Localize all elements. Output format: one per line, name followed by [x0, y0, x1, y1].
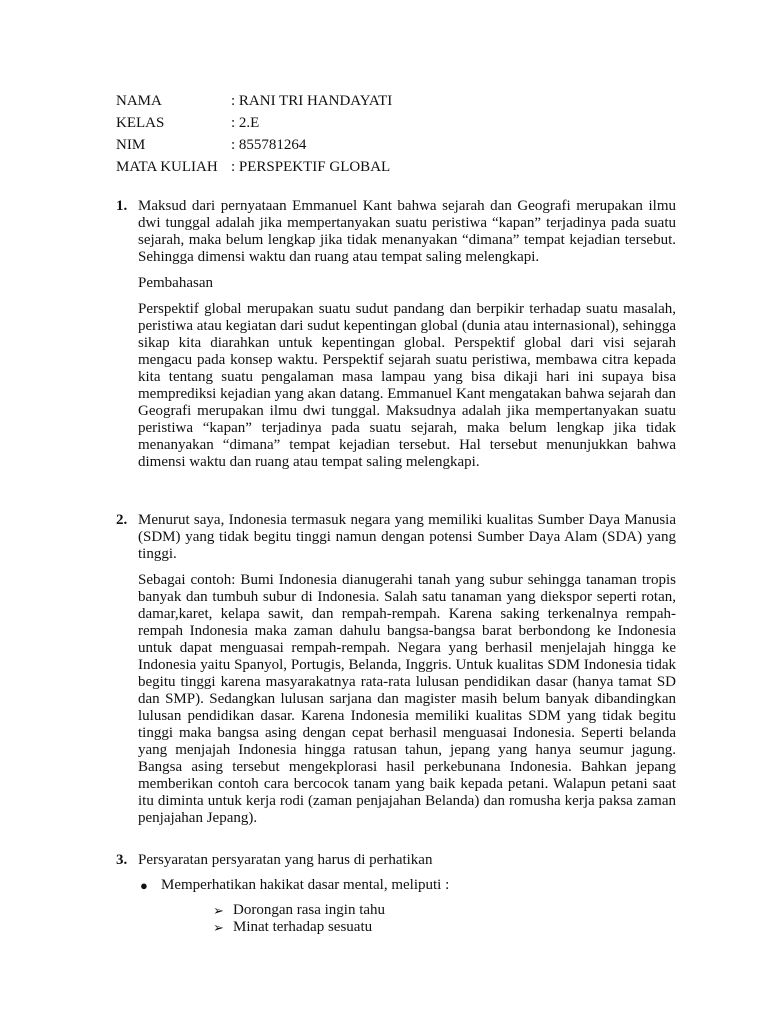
question-number: 2.	[116, 512, 128, 528]
section-heading-pembahasan: Pembahasan	[138, 275, 213, 291]
info-row-nim	[116, 134, 392, 156]
question-3-intro: Persyaratan persyaratan yang harus di perhatikan	[138, 852, 433, 868]
info-value: : PERSPEKTIF GLOBAL	[231, 159, 391, 175]
question-1-body	[138, 198, 676, 471]
sub-list-item	[213, 902, 676, 919]
sub-list	[213, 902, 676, 936]
info-label: NAMA	[116, 93, 162, 109]
question-2-body	[138, 512, 676, 827]
answer-paragraph: Menurut saya, Indonesia termasuk negara yang memiliki kualitas Sumber Daya Manusia (SDM) yang tidak begitu tinggi namun dengan potensi Sumber Daya Alam (SDA) yang tinggi.	[138, 512, 676, 562]
answer-paragraph: Perspektif global merupakan suatu sudut pandang dan berpikir terhadap suatu masalah, peristiwa atau kegiatan dari sudut kepentingan global (dunia atau internasional), sehingga sikap kita diarahkan untuk kepentingan global. Perspektif global dari visi sejarah mengacu pada konsep waktu. Perspektif sejarah suatu peristiwa, membawa citra kepada kita tentang suatu pengalaman masa lampau yang bisa dikaji hari ini supaya bisa memprediksi kejadian yang akan datang. Emmanuel Kant mengatakan bahwa sejarah dan Geografi merupakan ilmu dwi tunggal. Maksudnya adalah jika mempertanyakan suatu peristiwa “kapan” terjadinya pada suatu sejarah, maka belum lengkap jika tidak menanyakan “dimana” tempat kejadian tersebut. Hal tersebut menunjukkan bahwa dimensi waktu dan ruang atau tempat saling melengkapi.	[138, 301, 676, 470]
arrow-right-icon: ➢	[213, 920, 224, 935]
info-value: : RANI TRI HANDAYATI	[231, 93, 393, 109]
question-1	[116, 198, 676, 480]
question-number: 1.	[116, 198, 128, 214]
info-label: NIM	[116, 137, 146, 153]
sub-item-text: Dorongan rasa ingin tahu	[233, 902, 386, 918]
question-3-body	[138, 852, 676, 869]
info-value: : 2.E	[231, 115, 260, 131]
answer-paragraph: Maksud dari pernyataan Emmanuel Kant bahwa sejarah dan Geografi merupakan ilmu dwi tunggal adalah jika mempertanyakan suatu peristiwa “kapan” terjadinya pada suatu sejarah, maka belum lengkap jika tidak menanyakan “dimana” tempat kejadian tersebut. Sehingga dimensi waktu dan ruang atau tempat saling melengkapi.	[138, 198, 676, 265]
question-3	[116, 852, 676, 936]
student-info-header	[116, 90, 392, 178]
question-number: 3.	[116, 852, 128, 868]
arrow-right-icon: ➢	[213, 903, 224, 918]
info-label: MATA KULIAH	[116, 159, 218, 175]
answer-paragraph: Sebagai contoh: Bumi Indonesia dianugerahi tanah yang subur sehingga tanaman tropis banyak dan tumbuh subur di Indonesia. Salah satu tanaman yang diekspor seperti rotan, damar,karet, kelapa sawit, dan rempah-rempah. Karena saking terkenalnya rempah-rempah Indonesia maka zaman dahulu bangsa-bangsa barat berbondong ke Indonesia untuk dapat menguasai rempah-rempah. Negara yang berhasil menjelajah hingga ke Indonesia yaitu Spanyol, Portugis, Belanda, Inggris. Untuk kualitas SDM Indonesia tidak begitu tinggi karena masyarakatnya rata-rata lulusan pendidikan dasar (hanya tamat SD dan SMP). Sedangkan lulusan sarjana dan magister masih belum banyak dibandingkan lulusan pendidikan dasar. Karena Indonesia memiliki kualitas SDM yang tidak begitu tinggi maka bangsa asing dengan cepat berhasil menguasai Indonesia. Seperti belanda yang menjajah Indonesia hingga ratusan tahun, jepang yang hanya seumur jagung. Bangsa asing tersebut mengekplorasi hasil perkebunana Indonesia. Bahkan jepang memberikan contoh cara bercocok tanam yang baik kepada petani. Walapun petani saat itu diminta untuk kerja rodi (zaman penjajahan Belanda) dan romusha kerja paksa zaman penjajahan Jepang).	[138, 572, 676, 826]
info-row-mata-kuliah	[116, 156, 392, 178]
info-row-nama	[116, 90, 392, 112]
bullet-icon: ●	[140, 878, 148, 893]
info-label: KELAS	[116, 115, 165, 131]
sub-list-item	[213, 919, 676, 936]
info-value: : 855781264	[231, 137, 307, 153]
question-2	[116, 512, 676, 836]
bullet-item	[140, 877, 676, 894]
bullet-text: Memperhatikan hakikat dasar mental, meliputi :	[161, 877, 450, 893]
info-row-kelas	[116, 112, 392, 134]
sub-item-text: Minat terhadap sesuatu	[233, 919, 373, 935]
